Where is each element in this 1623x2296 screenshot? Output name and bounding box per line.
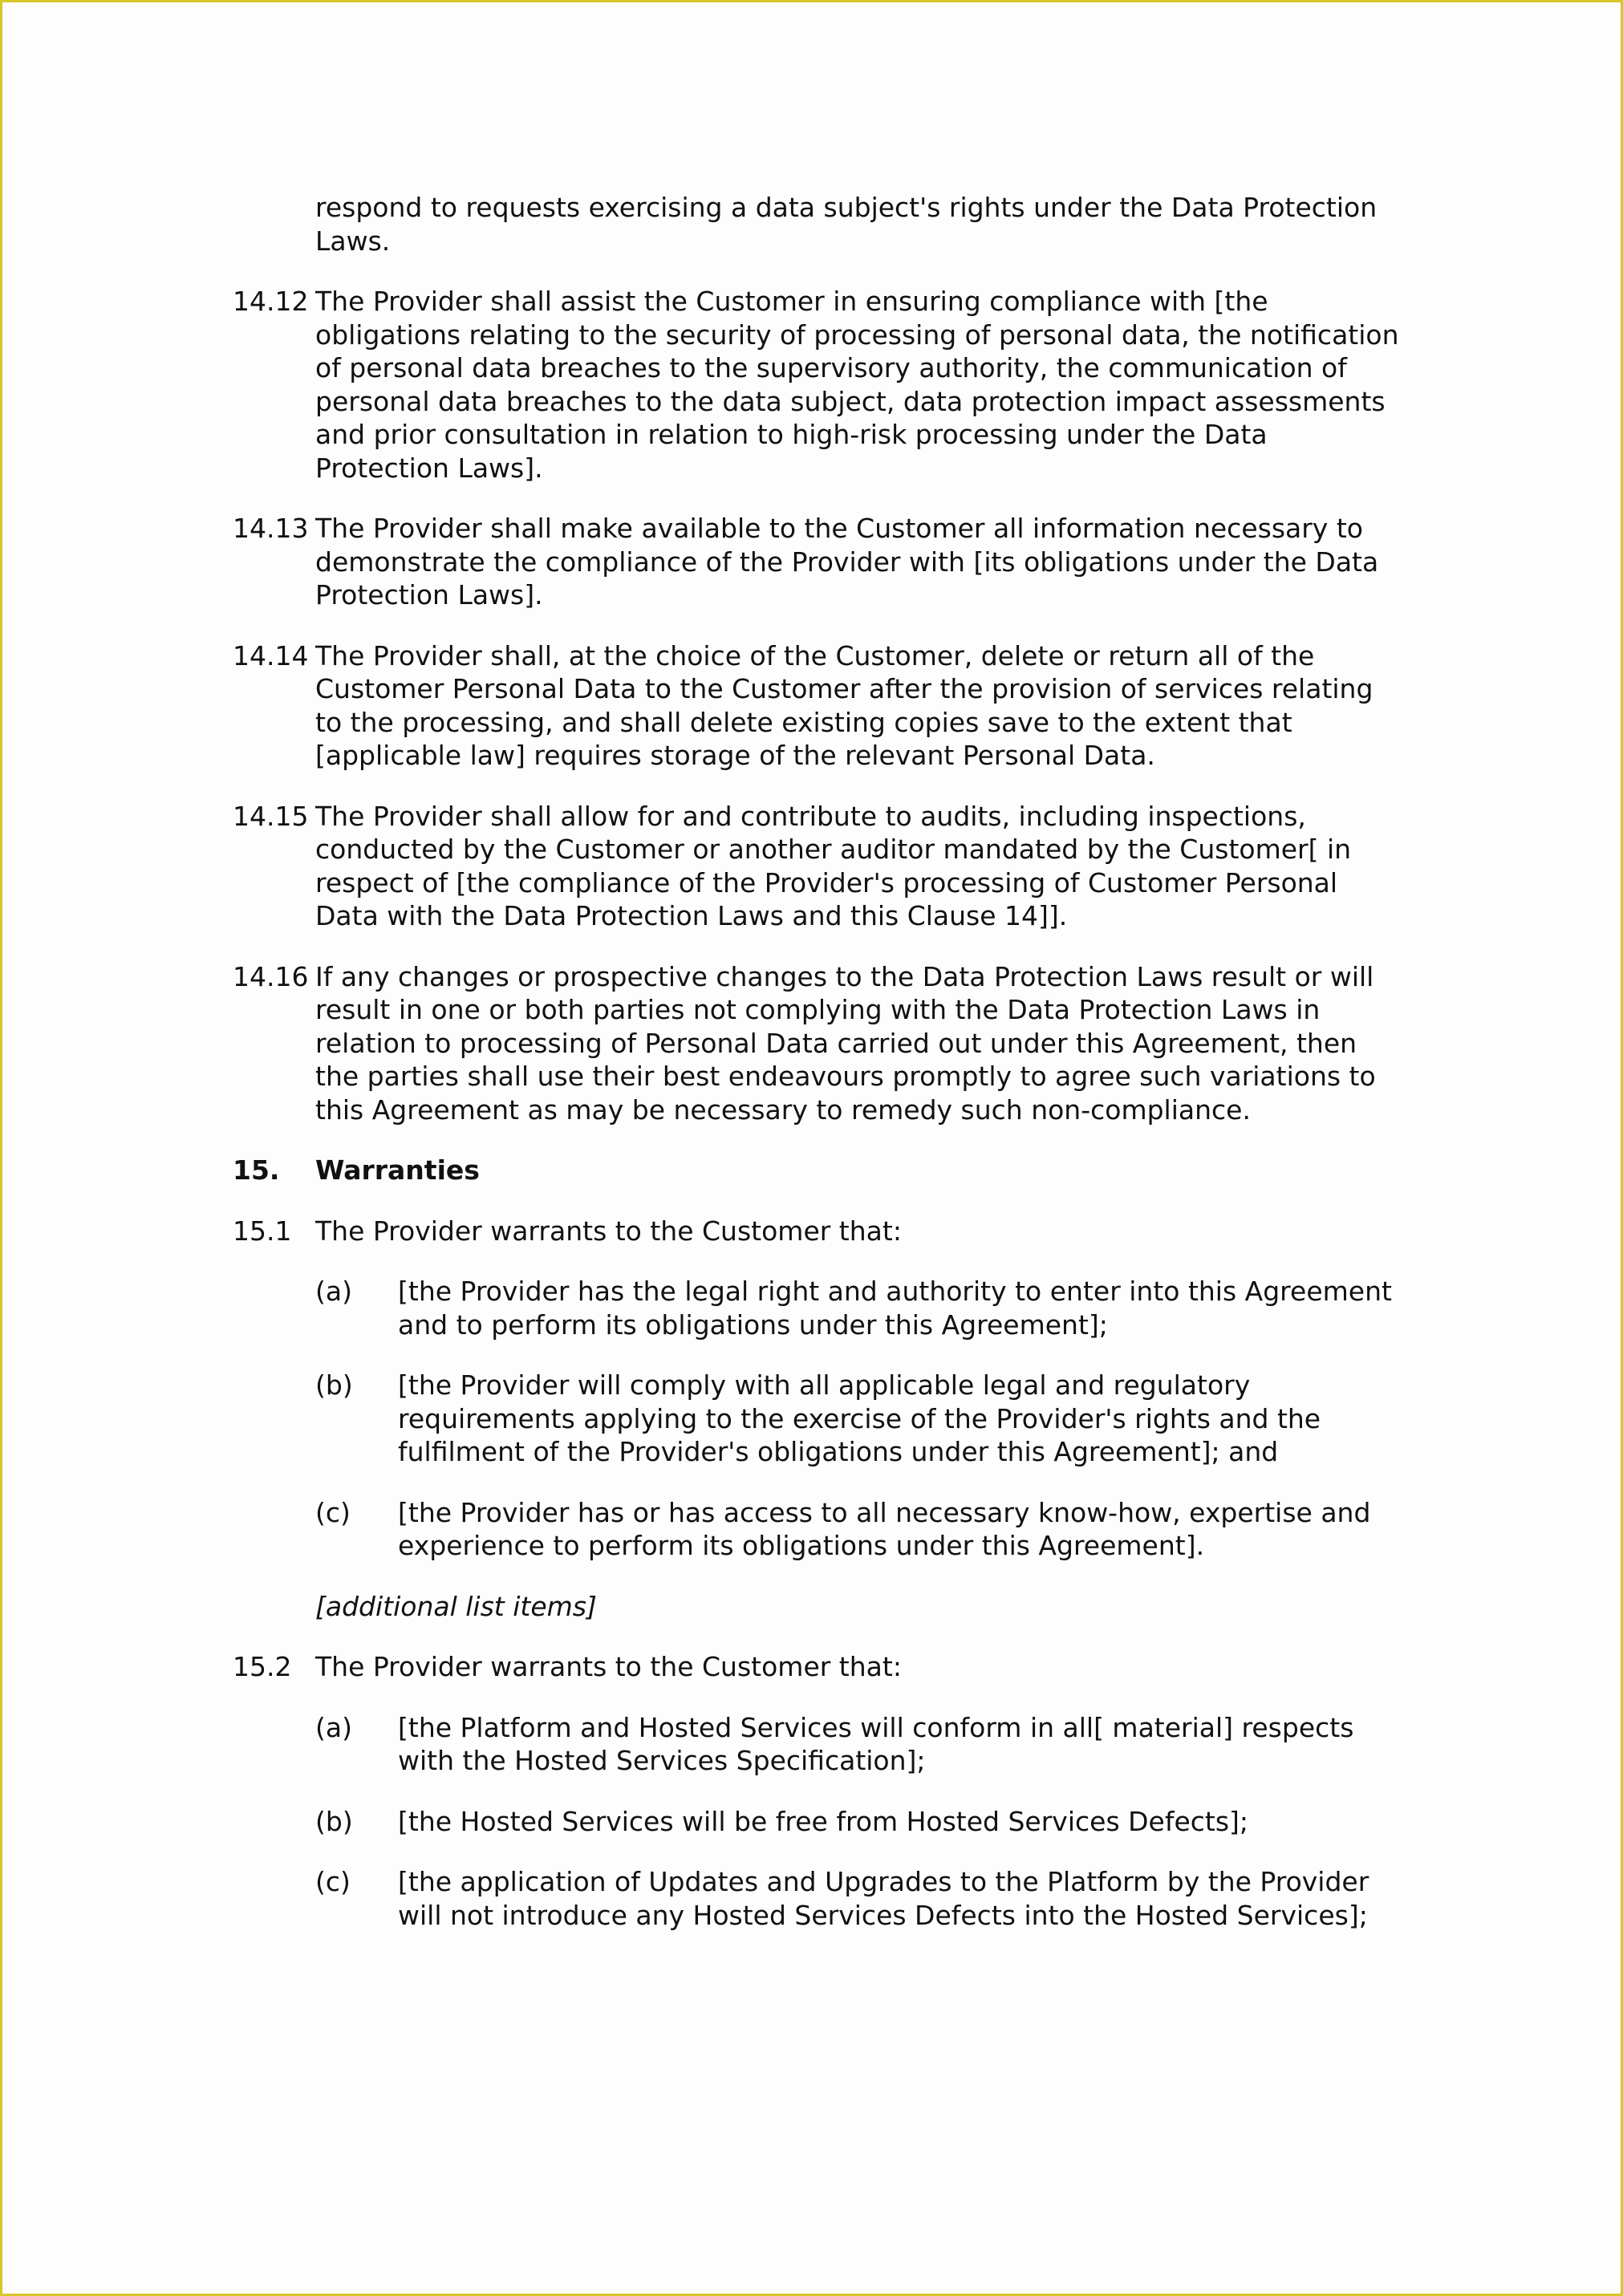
clause-number: 14.13 [233,513,309,544]
list-item-text: [the Hosted Services will be free from Hosted Services Defects]; [398,1805,1249,1837]
list-item-label: (b) [315,1805,353,1837]
clause-text: The Provider shall assist the Customer in ensuring compliance with [the obligations relating to the security of processing of personal data, the notification of personal data breaches to the supervisory authority, the communication of personal data breaches to the data subject, data protection impact assessments and prior consultation in relation to high-risk processing under the Data Protection Laws]. [315,286,1399,484]
clause-number: 14.12 [233,286,309,317]
list-item-label: (a) [315,1276,352,1307]
section-heading-warranties [233,1154,1404,1187]
section-title: Warranties [315,1154,480,1186]
continued-paragraph: respond to requests exercising a data subject's rights under the Data Protection Laws. [315,192,1378,257]
clause-14-14 [233,639,1404,773]
clause-number: 14.15 [233,800,309,832]
clause-15-1 [233,1215,1404,1248]
clause-15-2 [233,1650,1404,1684]
clause-text: The Provider warrants to the Customer that: [315,1651,902,1682]
clause-text: The Provider shall allow for and contribute to audits, including inspections, conducted by the Customer or another auditor mandated by the Customer[ in respect of [the compliance of the Provider's processing of Customer Personal Data with the Data Protection Laws and this Clause 14]]. [315,800,1352,931]
list-item-text: [the Provider has the legal right and authority to enter into this Agreement and to perform its obligations under this Agreement]; [398,1276,1392,1341]
list-item [315,1711,1404,1778]
section-number: 15. [233,1154,280,1186]
list-item-label: (c) [315,1866,351,1897]
list-item [315,1275,1404,1341]
list-item-label: (c) [315,1496,351,1528]
list-item-text: [the application of Updates and Upgrades to the Platform by the Provider will not introduce any Hosted Services Defects into the Hosted Services]; [398,1866,1369,1931]
clause-14-16 [233,960,1404,1127]
clause-14-12 [233,285,1404,485]
clause-number: 15.1 [233,1215,292,1247]
clause-text: The Provider shall, at the choice of the Customer, delete or return all of the Customer Personal Data to the Customer after the provision of services relating to the processing, and shall delete existing copies save to the extent that [applicable law] requires storage of the relevant Personal Data. [315,639,1373,771]
clause-number: 14.16 [233,960,309,992]
clause-14-15 [233,800,1404,933]
list-item [315,1865,1404,1932]
clause-number: 15.2 [233,1651,292,1682]
list-item-label: (b) [315,1369,353,1401]
additional-items-note: [additional list items] [315,1590,597,1622]
list-item-text: [the Provider has or has access to all necessary know-how, expertise and experience to perform its obligations under this Agreement]. [398,1496,1371,1561]
clause-number: 14.14 [233,639,309,671]
list-item-text: [the Provider will comply with all applicable legal and regulatory requirements applying to the exercise of the Provider's rights and the fulfilment of the Provider's obligations under this Agreement]; and [398,1369,1321,1467]
list-item-label: (a) [315,1711,352,1743]
clause-text: The Provider shall make available to the Customer all information necessary to demonstrate the compliance of the Provider with [its obligations under the Data Protection Laws]. [315,513,1379,611]
document-body [233,191,1404,1959]
clause-text: The Provider warrants to the Customer that: [315,1215,902,1247]
list-item-text: [the Platform and Hosted Services will conform in all[ material] respects with the Hosted Services Specification]; [398,1711,1354,1776]
list-item [315,1369,1404,1469]
list-item [315,1805,1404,1839]
list-item [315,1496,1404,1563]
clause-text: If any changes or prospective changes to the Data Protection Laws result or will result in one or both parties not complying with the Data Protection Laws in relation to processing of Personal Data carried out under this Agreement, then the parties shall use their best endeavours promptly to agree such variations to this Agreement as may be necessary to remedy such non-compliance. [315,960,1376,1126]
clause-14-13 [233,512,1404,612]
